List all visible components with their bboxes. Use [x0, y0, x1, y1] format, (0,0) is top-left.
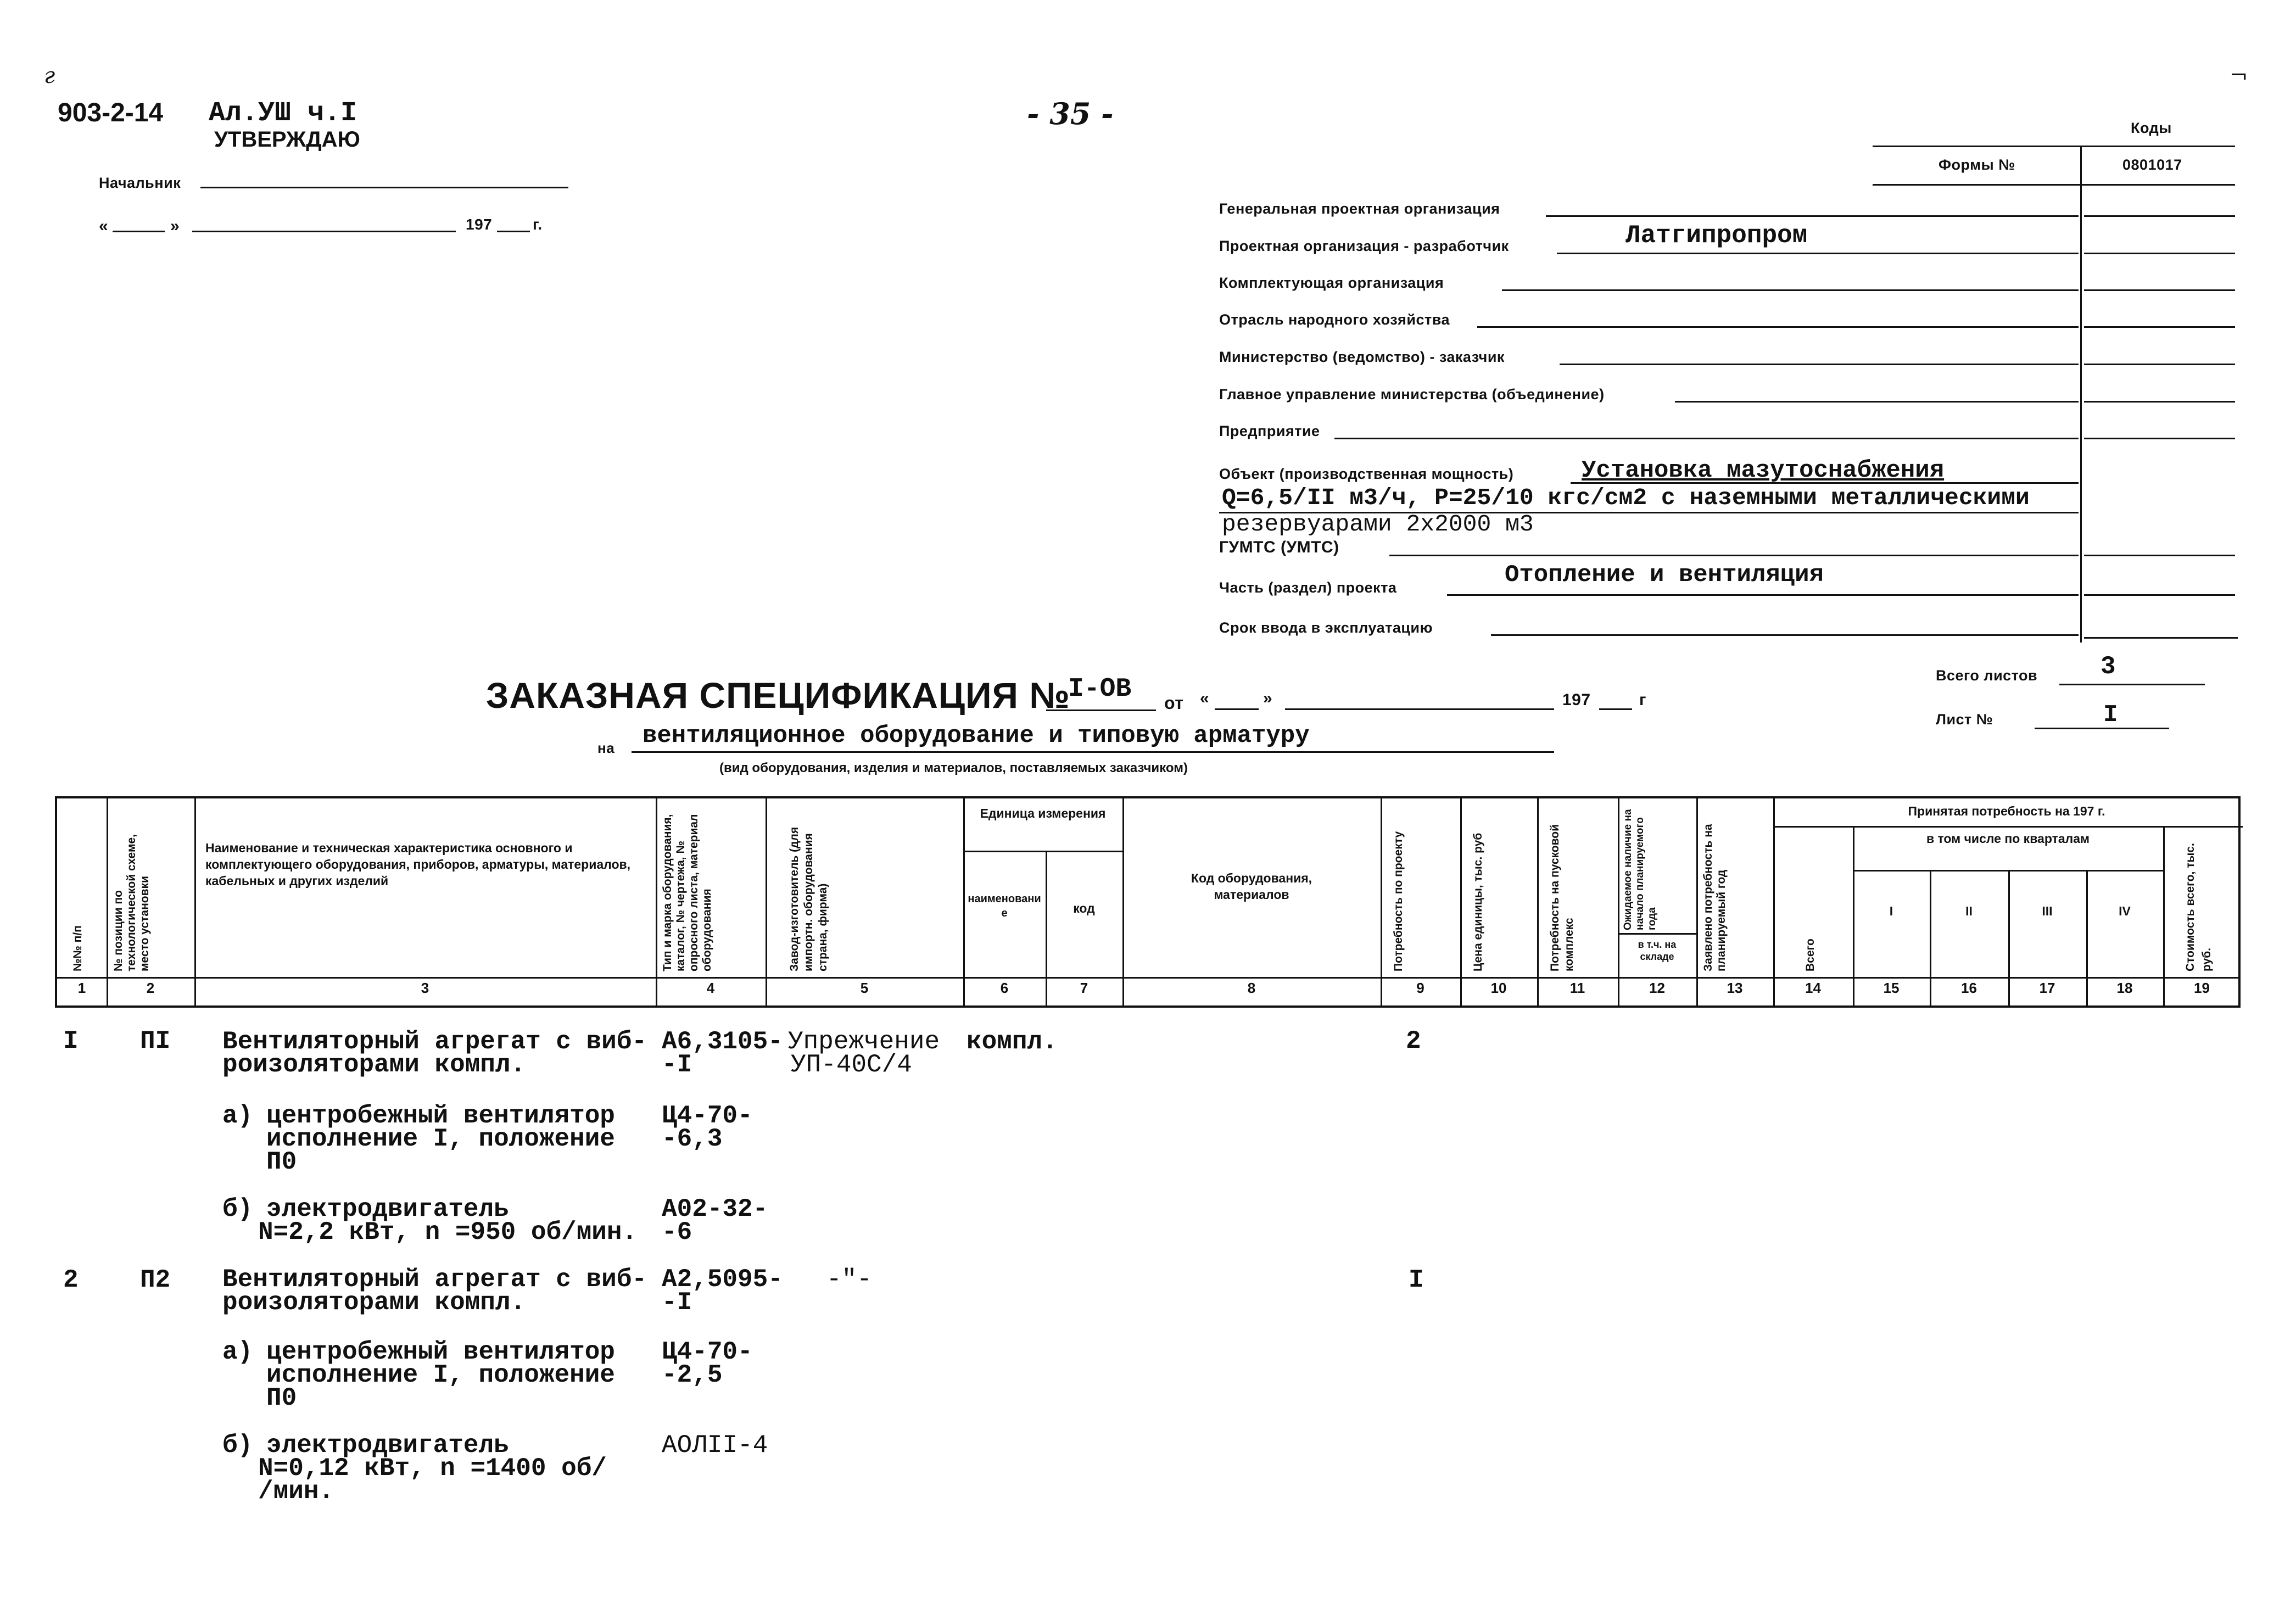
org-field-label: Проектная организация - разработчик [1219, 238, 1509, 254]
spec-month-line [1285, 708, 1554, 710]
row2-sub-b-type1: АОЛII-4 [662, 1431, 768, 1460]
approve-stamp: УТВЕРЖДАЮ [214, 127, 360, 152]
col12-stock-header: в т.ч. на складе [1638, 939, 1677, 962]
col19-header: Стоимость всего, тыс. руб. [2184, 843, 2213, 971]
q3-header: III [2042, 904, 2053, 918]
org-field-line [1675, 401, 2079, 403]
gumts-line [1389, 555, 2079, 556]
spec-from: от [1164, 693, 1184, 713]
total-sheets-line [2059, 684, 2205, 685]
codes-title: Коды [2131, 120, 2172, 136]
spec-subject-caption: (вид оборудования, изделия и материалов, поставляемых заказчиком) [719, 761, 1188, 775]
org-code-line [2084, 289, 2235, 291]
spec-quote-open: « [1200, 689, 1210, 707]
sheet-line [2035, 728, 2169, 729]
row1-sub-a-line3: П0 [266, 1148, 297, 1176]
spec-subject-line [632, 751, 1554, 753]
row2-type-line2: -I [662, 1288, 692, 1317]
row2-sub-a-type1: Ц4-70- [662, 1338, 753, 1366]
org-field-line [1546, 215, 2079, 217]
column-number: 3 [421, 980, 429, 996]
column-number: 7 [1080, 980, 1088, 996]
org-field-line [1560, 364, 2079, 365]
col11-header: Потребность на пусковой комплекс [1549, 824, 1576, 971]
org-field-label: Министерство (ведомство) - заказчик [1219, 349, 1505, 365]
col6-7-header: Единица измерения [980, 806, 1106, 820]
spec-quote-close: » [1263, 689, 1273, 707]
row1-sub-a-line1: центробежный вентилятор [266, 1102, 615, 1130]
org-code-line [2084, 215, 2235, 217]
date-year-line [497, 231, 530, 232]
q4-header: IV [2119, 904, 2131, 918]
date-quote-open: « [99, 217, 109, 235]
column-number: 11 [1569, 980, 1585, 996]
org-code-line [2084, 253, 2235, 254]
row1-sub-b-mark: б) [222, 1195, 253, 1223]
spec-table-header [55, 796, 2241, 1008]
object-line2: Q=6,5/II м3/ч, Р=25/10 кгс/см2 с наземными металлическими [1222, 484, 2030, 511]
row1-type-line1: А6,3105- [662, 1027, 783, 1056]
spec-na: на [597, 740, 615, 756]
deadline-code-line [2084, 637, 2238, 639]
column-number: 12 [1649, 980, 1665, 996]
column-number: 9 [1416, 980, 1424, 996]
column-number: 19 [2194, 980, 2210, 996]
org-field-line [1334, 438, 2079, 439]
spec-day-line [1215, 708, 1259, 710]
column-number: 2 [146, 980, 155, 996]
org-field-line [1477, 326, 2079, 328]
row1-sub-b-line2: N=2,2 кВт, n =950 об/мин. [258, 1218, 638, 1247]
row1-sub-b-type2: -6 [662, 1218, 692, 1247]
deadline-label: Срок ввода в эксплуатацию [1219, 619, 1433, 636]
row2-sub-b-mark: б) [222, 1431, 253, 1460]
column-number: 14 [1805, 980, 1821, 996]
row2-quantity: I [1409, 1266, 1424, 1294]
col12-header: Ожидаемое наличие на начало планируемого года [1622, 809, 1658, 930]
row1-maker-line2: УП-40С/4 [791, 1051, 912, 1079]
codes-divider [2080, 146, 2082, 643]
col2-header: № позиции по технологической схеме, место установки [112, 834, 151, 971]
row2-sub-a-line3: П0 [266, 1384, 297, 1412]
row2-sub-b-line3: /мин. [258, 1477, 334, 1506]
row1-type-line2: -I [662, 1051, 692, 1079]
row1-sub-b-line1: электродвигатель [266, 1195, 509, 1223]
gumts-label: ГУМТС (УМТС) [1219, 538, 1339, 556]
col6-header: наименование [968, 893, 1041, 919]
row1-position: ПI [140, 1027, 171, 1055]
col13-header: Заявлено потребность на планируемый год [1702, 824, 1728, 971]
column-number: 17 [2039, 980, 2055, 996]
object-label: Объект (производственная мощность) [1219, 466, 1514, 482]
org-field-label: Предприятие [1219, 423, 1320, 439]
row1-sub-a-mark: а) [222, 1102, 253, 1130]
org-field-line [1557, 253, 2079, 254]
spec-number: I-ОВ [1068, 674, 1132, 704]
total-sheets-label: Всего листов [1936, 667, 2038, 684]
spec-title: ЗАКАЗНАЯ СПЕЦИФИКАЦИЯ № [486, 675, 1070, 716]
part-code-line [2084, 594, 2235, 596]
doc-code: 903-2-14 [58, 98, 164, 127]
org-field-value: Латгипропром [1625, 221, 1808, 250]
org-field-label: Отрасль народного хозяйства [1219, 311, 1450, 328]
row2-name-line1: Вентиляторный агрегат с виб- [222, 1265, 647, 1294]
org-field-line [1502, 289, 2079, 291]
row2-sub-a-mark: а) [222, 1338, 253, 1366]
row2-sub-a-line1: центробежный вентилятор [266, 1338, 615, 1366]
accepted-header: Принятая потребность на 197 г. [1908, 804, 2105, 818]
spec-subject: вентиляционное оборудование и типовую арматуру [643, 722, 1310, 750]
date-month-line [192, 231, 456, 232]
row2-maker: -"- [826, 1265, 872, 1294]
org-code-line [2084, 326, 2235, 328]
col7-header: код [1073, 901, 1095, 915]
spec-year: 197 [1562, 691, 1591, 709]
sheet-value: I [2103, 701, 2118, 729]
row1-name-line2: роизоляторами компл. [222, 1051, 526, 1079]
row1-unit: компл. [967, 1027, 1058, 1056]
org-field-label: Главное управление министерства (объединение) [1219, 386, 1605, 403]
row1-number: I [63, 1027, 79, 1055]
part-label: Часть (раздел) проекта [1219, 579, 1397, 596]
column-number: 5 [860, 980, 869, 996]
row1-sub-a-type1: Ц4-70- [662, 1102, 753, 1130]
corner-mark-left: г [44, 63, 55, 88]
col3-header: Наименование и техническая характеристика основного и комплектующего оборудования, приборов, арматуры, материалов, кабельных и других изделий [205, 841, 631, 888]
row1-sub-a-line2: исполнение I, положение [266, 1125, 615, 1153]
row2-name-line2: роизоляторами компл. [222, 1288, 526, 1317]
column-number: 8 [1247, 980, 1256, 996]
row1-name-line1: Вентиляторный агрегат с виб- [222, 1027, 647, 1056]
spec-year-line [1599, 708, 1632, 710]
column-number: 4 [706, 980, 715, 996]
spec-year-suffix: г [1639, 691, 1646, 709]
row1-quantity: 2 [1406, 1027, 1421, 1055]
object-line1-underline [1571, 482, 2079, 484]
corner-mark-right: ¬ [2230, 63, 2248, 88]
album-label: Ал.УШ ч.I [209, 98, 357, 129]
row2-position: П2 [140, 1266, 171, 1294]
q2-header: II [1965, 904, 1973, 918]
org-field-label: Генеральная проектная организация [1219, 200, 1500, 217]
gumts-code-line [2084, 555, 2235, 556]
part-value: Отопление и вентиляция [1505, 561, 1824, 589]
object-line1: Установка мазутоснабжения [1582, 457, 1945, 484]
col9-header: Потребность по проекту [1392, 831, 1405, 971]
column-number: 15 [1883, 980, 1900, 996]
date-quote-close: » [170, 217, 180, 235]
quarters-header: в том числе по кварталам [1926, 831, 2090, 846]
deadline-line [1491, 634, 2079, 636]
column-number: 10 [1490, 980, 1507, 996]
col4-header: Тип и марка оборудования, каталог, № чертежа, № опросного листа, материал оборудования [661, 814, 713, 971]
object-line3: резервуарами 2х2000 м3 [1222, 511, 1534, 538]
row1-sub-b-type1: А02-32- [662, 1195, 768, 1223]
codes-top-line [1873, 146, 2235, 147]
org-field-label: Комплектующая организация [1219, 275, 1444, 291]
column-number: 6 [1000, 980, 1009, 996]
column-number: 13 [1727, 980, 1743, 996]
chief-label: Начальник [99, 175, 181, 191]
column-number: 16 [1961, 980, 1977, 996]
column-number: 18 [2116, 980, 2133, 996]
q1-header: I [1889, 904, 1893, 918]
forms-label: Формы № [1939, 157, 2015, 173]
col8-header: Код оборудования, материалов [1191, 871, 1312, 902]
row1-sub-a-type2: -6,3 [662, 1125, 723, 1153]
row2-sub-b-line1: электродвигатель [266, 1431, 509, 1460]
col1-header: №№ п/п [71, 925, 84, 971]
row2-sub-a-line2: исполнение I, положение [266, 1361, 615, 1389]
part-line [1447, 594, 2079, 596]
column-number: 1 [77, 980, 86, 996]
row2-sub-a-type2: -2,5 [662, 1361, 723, 1389]
sheet-label: Лист № [1936, 711, 1993, 728]
col10-header: Цена единицы, тыс. руб [1472, 833, 1484, 971]
forms-value: 0801017 [2122, 157, 2182, 173]
page-number: - 35 - [1027, 96, 1114, 131]
org-code-line [2084, 364, 2235, 365]
col14-header: Всего [1804, 938, 1817, 971]
col5-header: Завод-изготовитель (для импортн. оборудования страна, фирма) [788, 826, 829, 971]
chief-signature-line [200, 187, 568, 188]
spec-number-line [1046, 709, 1156, 711]
org-code-line [2084, 438, 2235, 439]
codes-row-line [1873, 184, 2235, 186]
date-year-suffix: г. [533, 216, 543, 233]
date-day-line [113, 231, 165, 232]
total-sheets-value: 3 [2101, 652, 2116, 681]
row1-maker-line1: Упрежчение [788, 1027, 940, 1056]
date-year: 197 [466, 216, 493, 233]
row2-type-line1: А2,5095- [662, 1265, 783, 1294]
org-code-line [2084, 401, 2235, 403]
row2-sub-b-line2: N=0,12 кВт, n =1400 об/ [258, 1454, 607, 1483]
row2-number: 2 [63, 1266, 79, 1294]
